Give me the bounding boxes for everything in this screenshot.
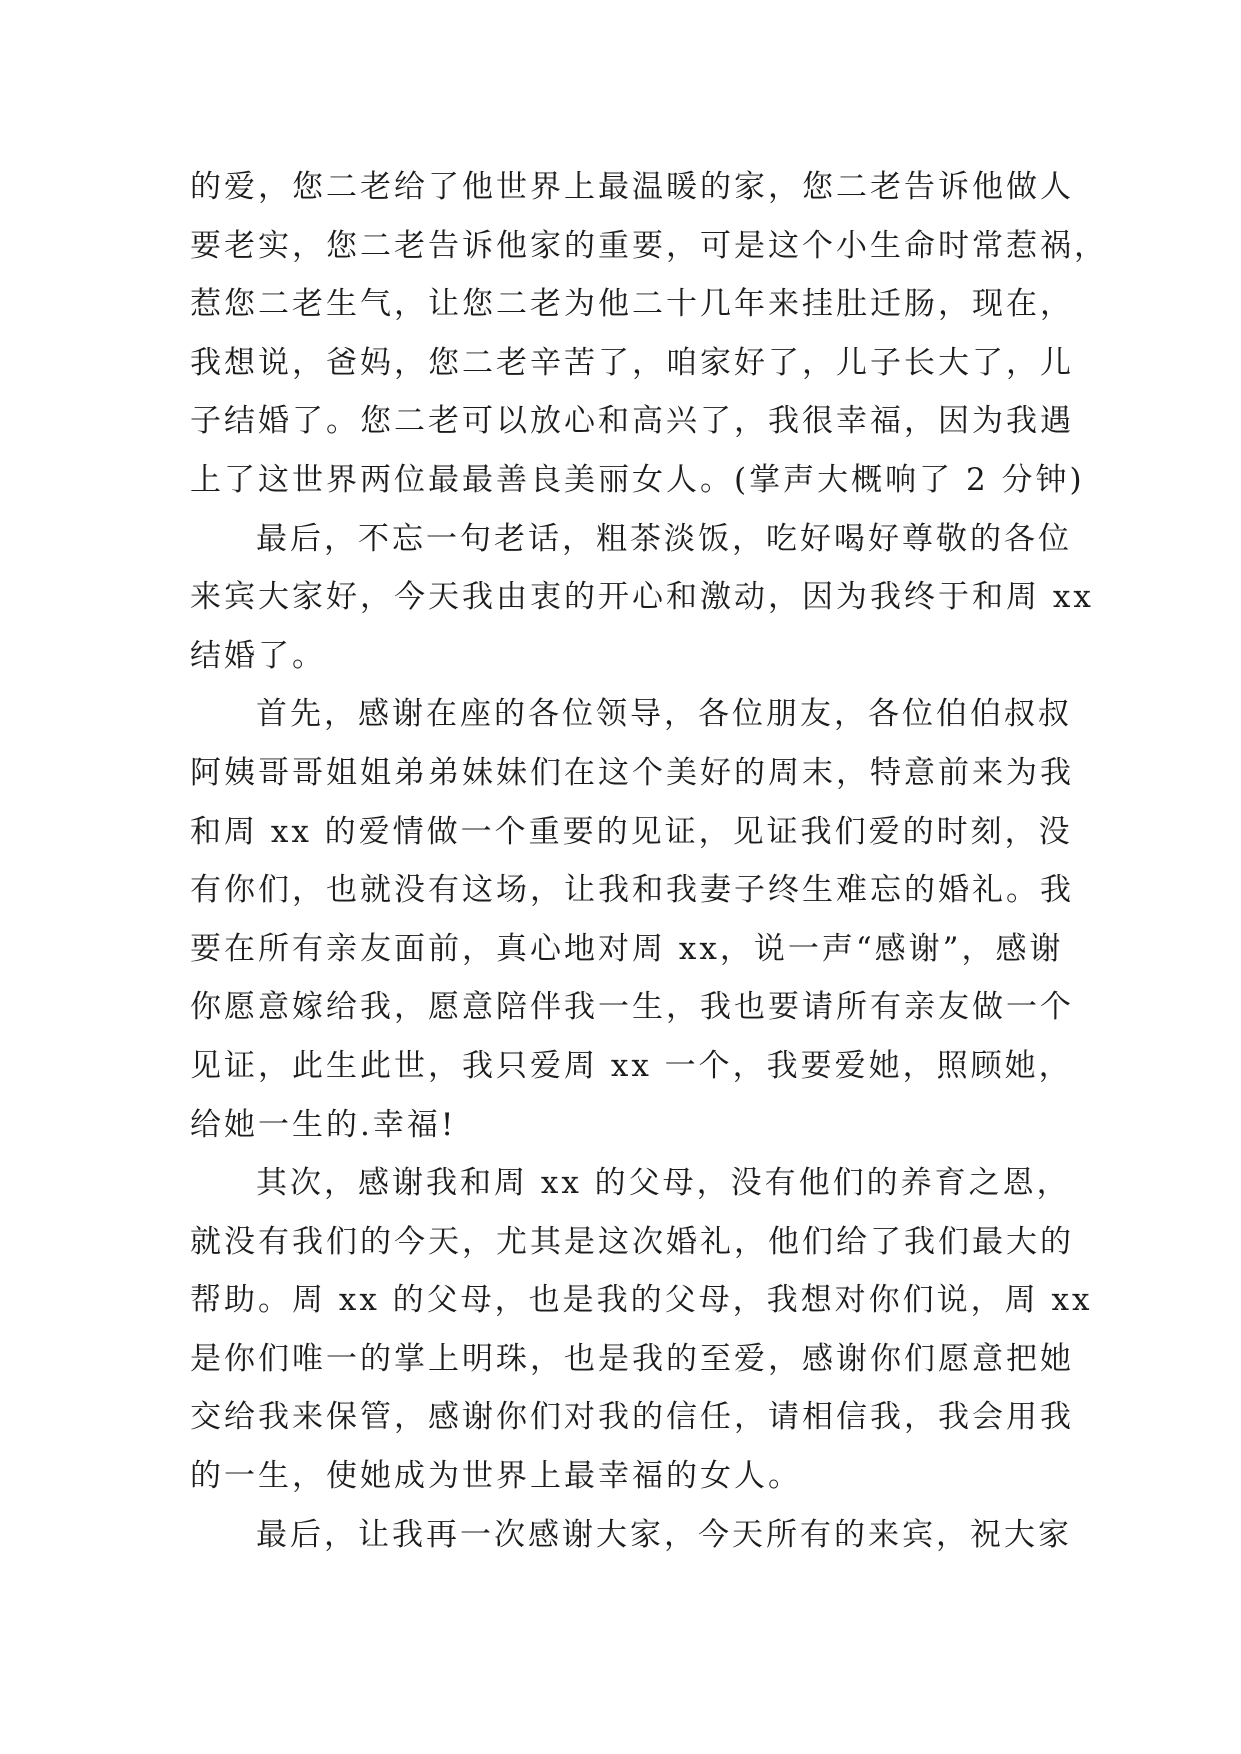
text-line: 惹您二老生气，让您二老为他二十几年来挂肚迁肠，现在， [190, 286, 1074, 323]
text-line: 的一生，使她成为世界上最幸福的女人。 [190, 1458, 802, 1495]
text-line: 首先，感谢在座的各位领导，各位朋友，各位伯伯叔叔 [256, 696, 1072, 733]
text-line: 阿姨哥哥姐姐弟弟妹妹们在这个美好的周末，特意前来为我 [190, 754, 1074, 791]
text-line: 见证，此生此世，我只爱周 xx 一个，我要爱她，照顾她， [190, 1047, 1073, 1084]
text-line: 我想说，爸妈，您二老辛苦了，咱家好了，儿子长大了，儿 [190, 344, 1074, 381]
text-line: 结婚了。 [190, 637, 326, 674]
text-line: 交给我来保管，感谢你们对我的信任，请相信我，我会用我 [190, 1399, 1074, 1436]
text-line: 来宾大家好，今天我由衷的开心和激动，因为我终于和周 xx [190, 579, 1094, 616]
text-line: 就没有我们的今天，尤其是这次婚礼，他们给了我们最大的 [190, 1223, 1074, 1260]
text-line: 要在所有亲友面前，真心地对周 xx，说一声“感谢”，感谢 [190, 930, 1064, 967]
text-line: 的爱，您二老给了他世界上最温暖的家，您二老告诉他做人 [190, 169, 1074, 205]
text-line: 其次，感谢我和周 xx 的父母，没有他们的养育之恩， [256, 1165, 1071, 1202]
text-line: 要老实，您二老告诉他家的重要，可是这个小生命时常惹祸， [190, 227, 1108, 264]
text-line: 最后，让我再一次感谢大家，今天所有的来宾，祝大家 [256, 1516, 1072, 1553]
text-line: 有你们，也就没有这场，让我和我妻子终生难忘的婚礼。我 [190, 872, 1074, 909]
text-line: 给她一生的.幸福! [190, 1106, 457, 1143]
text-line: 上了这世界两位最最善良美丽女人。(掌声大概响了 2 分钟) [190, 461, 1085, 498]
text-line: 子结婚了。您二老可以放心和高兴了，我很幸福，因为我遇 [190, 403, 1074, 440]
text-line: 最后，不忘一句老话，粗茶淡饭，吃好喝好尊敬的各位 [256, 520, 1072, 557]
text-line: 和周 xx 的爱情做一个重要的见证，见证我们爱的时刻，没 [190, 813, 1073, 850]
text-line: 帮助。周 xx 的父母，也是我的父母，我想对你们说，周 xx [190, 1282, 1093, 1319]
text-line: 是你们唯一的掌上明珠，也是我的至爱，感谢你们愿意把她 [190, 1340, 1074, 1377]
text-line: 你愿意嫁给我，愿意陪伴我一生，我也要请所有亲友做一个 [190, 989, 1074, 1026]
body-text [190, 158, 1108, 1564]
